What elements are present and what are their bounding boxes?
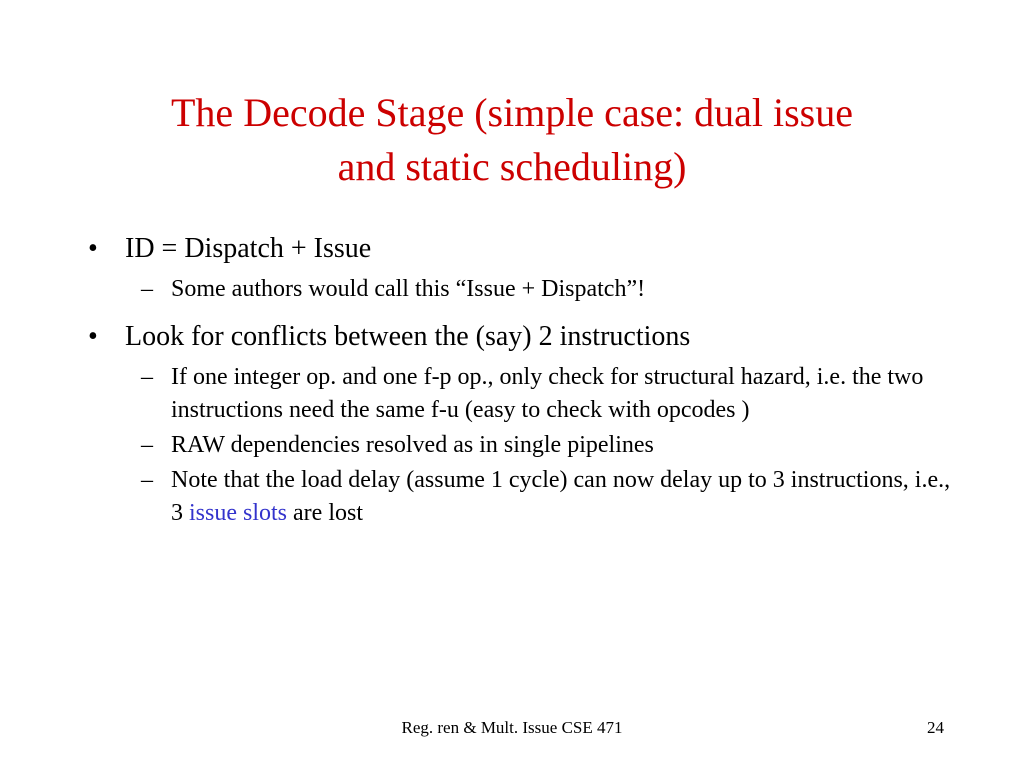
sub-item-2-3 — [86, 464, 956, 530]
footer-text: Reg. ren & Mult. Issue CSE 471 — [401, 718, 623, 737]
bullet-marker: • — [88, 233, 98, 264]
bullet-marker: • — [88, 321, 98, 352]
dash-marker: – — [141, 364, 153, 390]
sub-item-2-3-text-before: Note that the load delay (assume 1 cycle) can now delay up to 3 instructions, i.e., 3 — [171, 467, 951, 526]
slide-body — [86, 230, 956, 530]
slide-title-line-2: and static scheduling) — [337, 144, 687, 189]
bullet-item-2-text: Look for conflicts between the (say) 2 instructions — [125, 321, 691, 352]
bullet-item-2 — [86, 318, 956, 356]
bullet-item-1-text: ID = Dispatch + Issue — [125, 233, 372, 264]
dash-marker: – — [141, 432, 153, 458]
dash-marker: – — [141, 467, 153, 493]
sub-item-2-1-text: If one integer op. and one f-p op., only check for structural hazard, i.e. the two instructions need the same f-u (easy to check with opcodes ) — [171, 364, 924, 423]
sub-item-2-2 — [86, 429, 956, 462]
issue-slots-highlight: issue slots — [189, 500, 288, 526]
sub-item-1-1-text: Some authors would call this “Issue + Dispatch”! — [171, 276, 646, 302]
sub-item-2-2-text: RAW dependencies resolved as in single pipelines — [171, 432, 654, 458]
sub-item-1-1 — [86, 273, 956, 306]
slide-title-line-1: The Decode Stage (simple case: dual issue — [171, 90, 853, 135]
slide-title — [90, 86, 934, 194]
sub-item-2-1 — [86, 361, 956, 427]
dash-marker: – — [141, 276, 153, 302]
sub-item-2-3-text-after: are lost — [287, 500, 363, 526]
page-number: 24 — [927, 718, 944, 737]
bullet-item-1 — [86, 230, 956, 268]
